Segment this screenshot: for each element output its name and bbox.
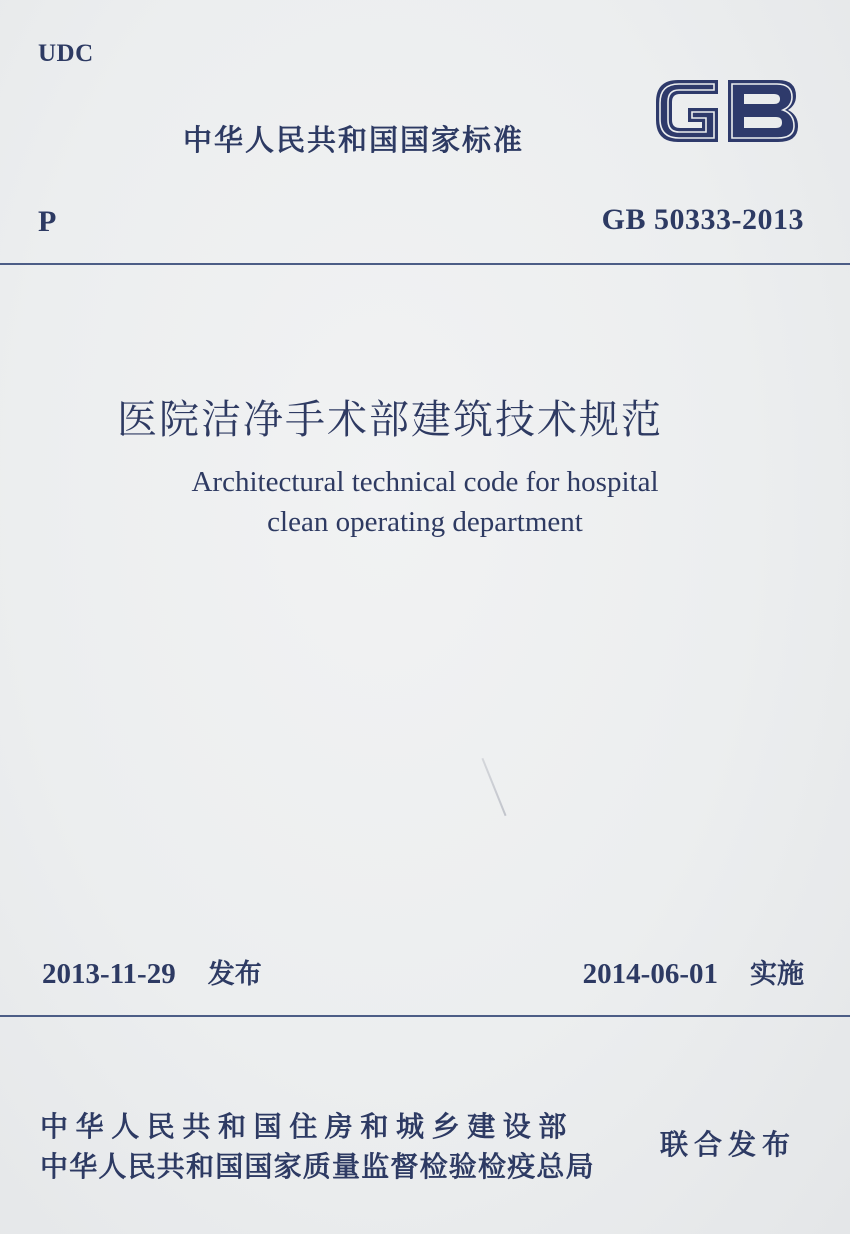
title-english: [0, 462, 850, 542]
implement-label: 实施: [750, 959, 804, 990]
issuer-ministry-housing: 中华人民共和国住房和城乡建设部: [40, 1110, 575, 1143]
udc-label: UDC: [38, 40, 94, 67]
issue-date: 2013-11-29: [42, 958, 176, 990]
paper-scratch: [481, 758, 506, 816]
title-english-line-2: clean operating department: [267, 506, 583, 538]
bottom-divider: [0, 1015, 850, 1017]
category-code: P: [38, 205, 57, 238]
jointly-issued-label: 联合发布: [660, 1128, 797, 1161]
standard-number: GB 50333-2013: [601, 203, 804, 236]
top-divider: [0, 263, 850, 265]
gb-logo: [648, 72, 804, 150]
national-standard-heading: 中华人民共和国国家标准: [183, 123, 525, 157]
issue-label: 发布: [207, 959, 262, 990]
issue-date-row: [42, 952, 262, 991]
implement-date-row: [583, 952, 804, 991]
implement-date: 2014-06-01: [582, 958, 718, 990]
title-english-line-1: Architectural technical code for hospital: [191, 466, 659, 498]
issuer-aqsiq: 中华人民共和国国家质量监督检验检疫总局: [40, 1150, 595, 1183]
title-chinese: 医院洁净手术部建筑技术规范: [117, 397, 663, 443]
